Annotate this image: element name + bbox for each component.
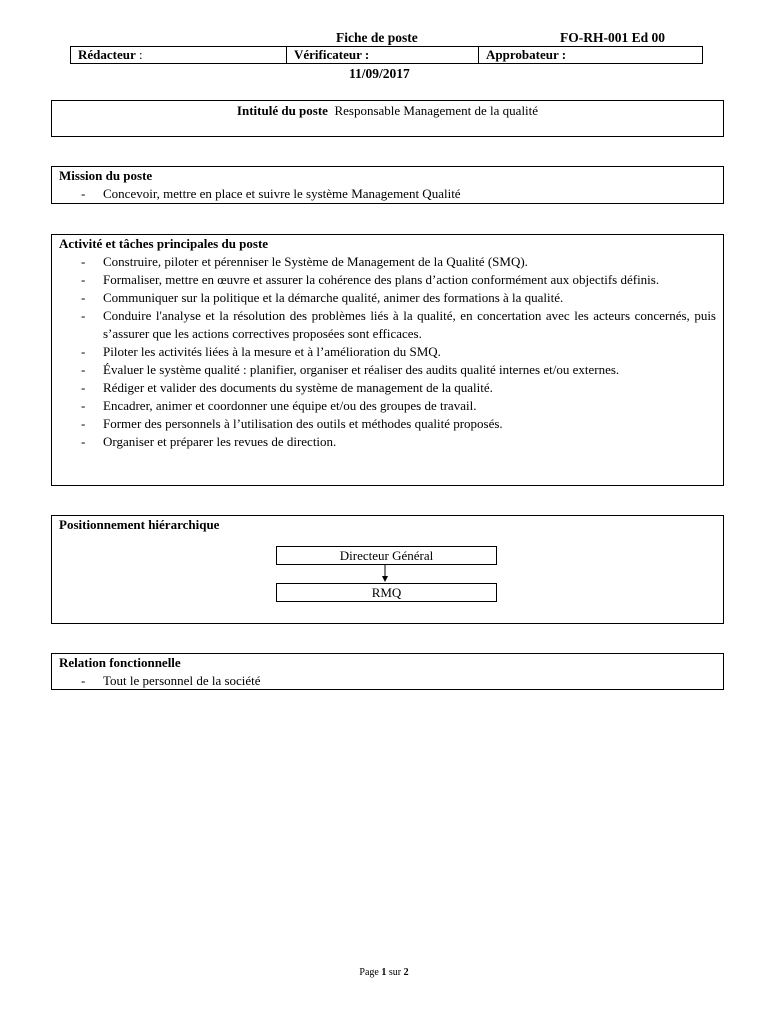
relation-title: Relation fonctionnelle: [59, 655, 181, 670]
verificateur-label: Vérificateur :: [294, 47, 370, 62]
intitule-line: [59, 101, 716, 120]
list-item: - Encadrer, animer et coordonner une équipe et/ou des groupes de travail.: [59, 397, 716, 415]
list-item: - Organiser et préparer les revues de direction.: [59, 433, 716, 451]
list-item: - Conduire l'analyse et la résolution des problèmes liés à la qualité, en concertation avec les acteurs concernés, puis s’assurer que les actions correctives proposées sont efficaces.: [59, 307, 716, 343]
approbateur-cell: [478, 47, 702, 63]
redacteur-cell: [71, 47, 286, 63]
org-arrow-icon: [379, 565, 391, 583]
page-total: 2: [403, 967, 409, 978]
approbateur-label: Approbateur :: [486, 47, 567, 62]
intitule-section: [51, 100, 724, 137]
page-word: Page: [359, 967, 379, 978]
list-item: - Former des personnels à l’utilisation des outils et méthodes qualité proposés.: [59, 415, 716, 433]
mission-section: [51, 166, 724, 204]
activites-section: [51, 234, 724, 486]
of-word: sur: [388, 967, 402, 978]
mission-list: [59, 185, 716, 203]
intitule-label: Intitulé du poste: [236, 103, 328, 118]
list-item: - Piloter les activités liées à la mesure et à l’amélioration du SMQ.: [59, 343, 716, 361]
positionnement-title: Positionnement hiérarchique: [59, 517, 220, 532]
redacteur-separator: :: [135, 47, 143, 62]
org-superior-box: Directeur Général: [276, 546, 497, 565]
activites-list: [59, 253, 716, 451]
list-item: - Construire, piloter et pérenniser le Système de Management de la Qualité (SMQ).: [59, 253, 716, 271]
intitule-value: Responsable Management de la qualité: [334, 103, 539, 118]
list-item: - Communiquer sur la politique et la démarche qualité, animer des formations à la qualité.: [59, 289, 716, 307]
document-title: Fiche de poste: [336, 30, 418, 45]
relation-list: [59, 672, 716, 690]
list-item: - Concevoir, mettre en place et suivre le système Management Qualité: [59, 185, 716, 203]
list-item: - Formaliser, mettre en œuvre et assurer la cohérence des plans d’action conformément aux objectifs définis.: [59, 271, 716, 289]
document-date: 11/09/2017: [349, 66, 410, 81]
signature-table: [70, 46, 703, 64]
page-footer: [0, 964, 768, 982]
org-position-box: RMQ: [276, 583, 497, 602]
redacteur-label: Rédacteur: [78, 47, 136, 62]
document-reference: FO-RH-001 Ed 00: [560, 30, 666, 45]
list-item: - Évaluer le système qualité : planifier, organiser et réaliser des audits qualité internes et/ou externes.: [59, 361, 716, 379]
list-item: - Rédiger et valider des documents du système de management de la qualité.: [59, 379, 716, 397]
mission-title: Mission du poste: [59, 168, 153, 183]
verificateur-cell: [286, 47, 478, 63]
page-current: 1: [381, 967, 387, 978]
activites-title: Activité et tâches principales du poste: [59, 236, 269, 251]
list-item: - Tout le personnel de la société: [59, 672, 716, 690]
relation-section: [51, 653, 724, 690]
